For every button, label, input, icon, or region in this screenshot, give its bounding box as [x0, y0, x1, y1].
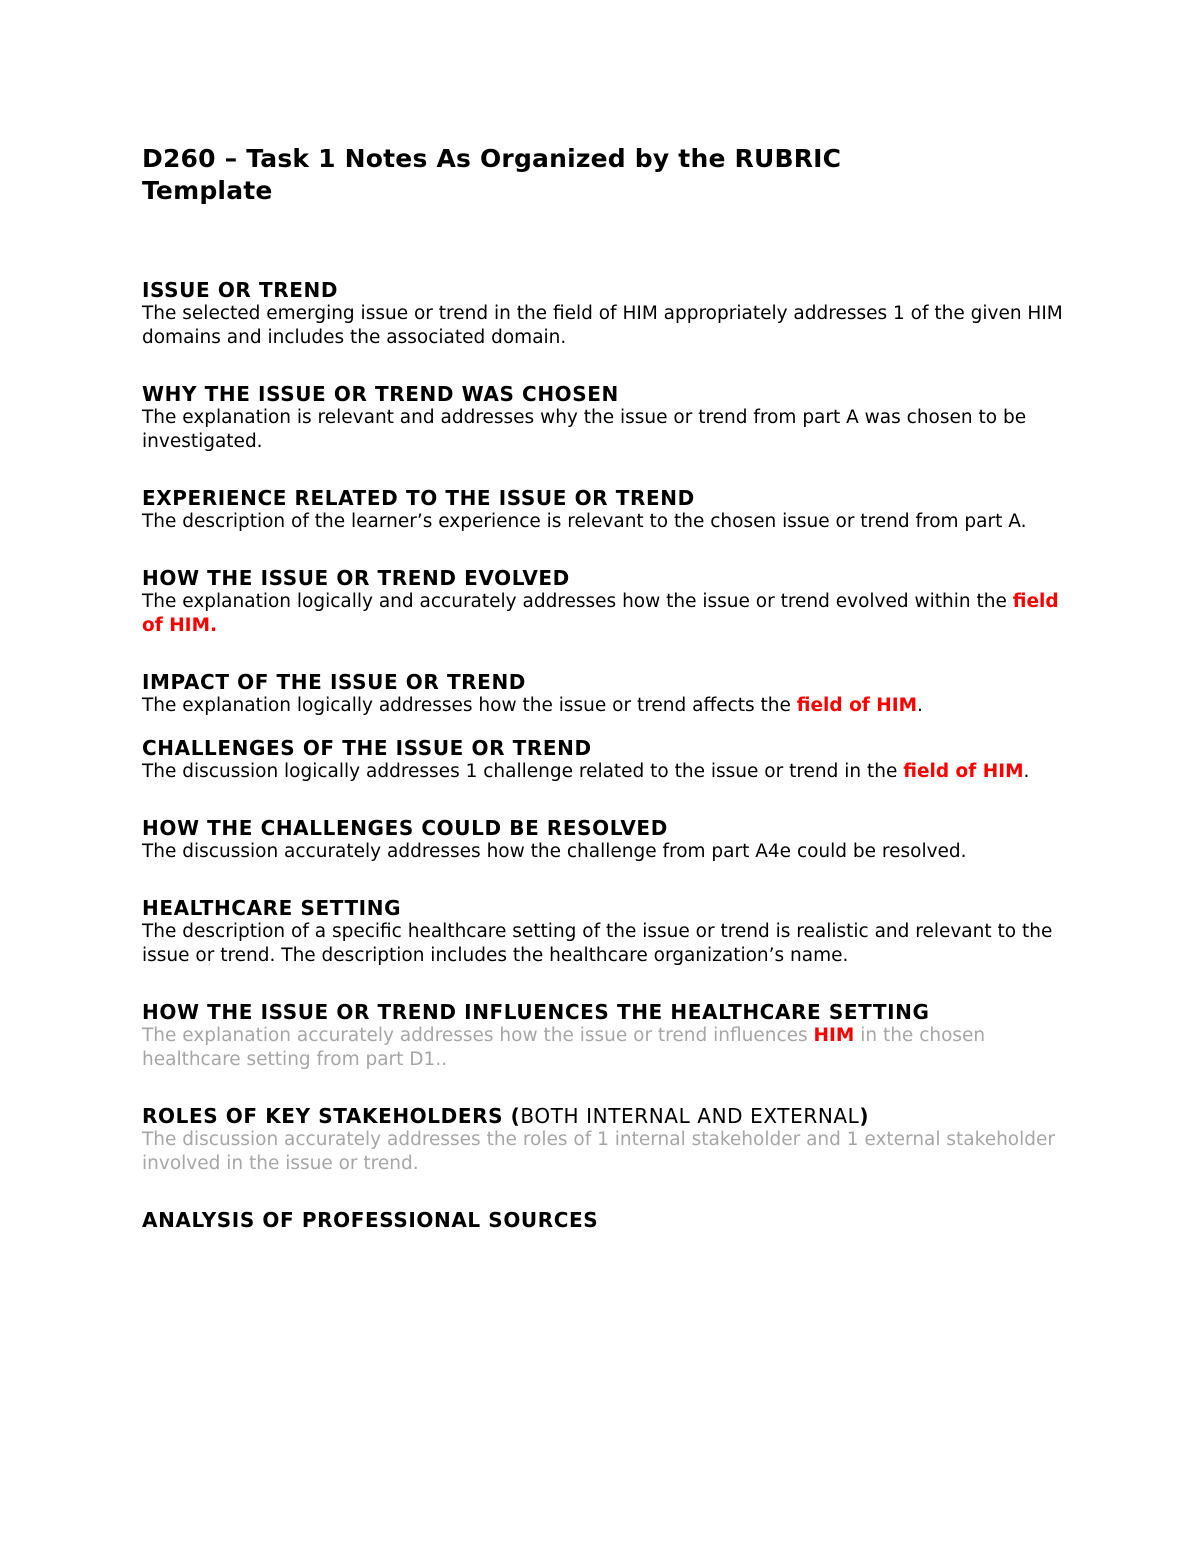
section-body: The description of a specific healthcare setting of the issue or trend is realistic and relevant to the issue or trend. The description includes the healthcare organization’s name.: [142, 921, 1053, 966]
document-title-line-2: Template: [142, 176, 273, 205]
body-text-end: .: [917, 695, 923, 716]
section-body: [142, 590, 1072, 638]
body-text: The explanation logically addresses how the issue or trend affects the: [142, 695, 797, 716]
section-heading: HOW THE ISSUE OR TREND INFLUENCES THE HEALTHCARE SETTING: [142, 1000, 930, 1024]
section-heading: EXPERIENCE RELATED TO THE ISSUE OR TREND: [142, 486, 695, 510]
section-heading: ANALYSIS OF PROFESSIONAL SOURCES: [142, 1208, 599, 1232]
section-how-evolved: [142, 566, 1072, 638]
section-healthcare-setting: [142, 896, 1072, 968]
body-text: The explanation logically and accurately addresses how the issue or trend evolved within the: [142, 591, 1013, 612]
section-heading: HOW THE CHALLENGES COULD BE RESOLVED: [142, 816, 668, 840]
section-body: The explanation is relevant and addresses why the issue or trend from part A was chosen to be investigated.: [142, 407, 1027, 452]
highlight-text: field of HIM: [903, 761, 1024, 782]
document-title-line-1: D260 – Task 1 Notes As Organized by the RUBRIC: [142, 144, 842, 173]
section-why-chosen: [142, 382, 1072, 454]
section-impact: [142, 670, 1072, 718]
heading-bold-start: ROLES OF KEY STAKEHOLDERS (: [142, 1104, 521, 1128]
section-body: The discussion accurately addresses the roles of 1 internal stakeholder and 1 external stakeholder involved in the issue or trend.: [142, 1129, 1055, 1174]
section-heading: IMPACT OF THE ISSUE OR TREND: [142, 670, 526, 694]
section-influences-setting: [142, 1000, 1072, 1072]
section-stakeholders: [142, 1104, 1072, 1176]
section-heading: [142, 1104, 1072, 1128]
section-heading: WHY THE ISSUE OR TREND WAS CHOSEN: [142, 382, 619, 406]
section-heading: CHALLENGES OF THE ISSUE OR TREND: [142, 736, 592, 760]
section-body: The selected emerging issue or trend in the field of HIM appropriately addresses 1 of the given HIM domains and includes the associated domain.: [142, 303, 1063, 348]
highlight-text: field of HIM.: [142, 591, 1059, 636]
section-challenges: [142, 736, 1072, 784]
body-text-end: in the chosen healthcare setting from part D1..: [142, 1025, 986, 1070]
section-body: The discussion accurately addresses how the challenge from part A4e could be resolved.: [142, 841, 967, 862]
section-resolved: [142, 816, 1072, 864]
section-issue-or-trend: [142, 278, 1072, 350]
section-heading: HEALTHCARE SETTING: [142, 896, 402, 920]
body-text-end: .: [1023, 761, 1030, 782]
section-heading: ISSUE OR TREND: [142, 278, 339, 302]
section-body: [142, 694, 1072, 718]
document-title: [142, 143, 1072, 207]
body-text: The explanation accurately addresses how the issue or trend influences: [142, 1025, 814, 1046]
heading-bold-end: ): [859, 1104, 870, 1128]
highlight-text: field of HIM: [796, 695, 918, 716]
section-heading: HOW THE ISSUE OR TREND EVOLVED: [142, 566, 570, 590]
section-body: The description of the learner’s experience is relevant to the chosen issue or trend from part A.: [142, 511, 1027, 532]
body-text: The discussion logically addresses 1 challenge related to the issue or trend in the: [142, 761, 904, 782]
section-experience: [142, 486, 1072, 534]
heading-plain: BOTH INTERNAL AND EXTERNAL: [520, 1104, 860, 1128]
section-body: [142, 760, 1072, 784]
section-professional-sources: [142, 1208, 1072, 1232]
section-body: [142, 1024, 1072, 1072]
highlight-text: HIM: [813, 1025, 855, 1046]
document-page: [142, 143, 1072, 1232]
